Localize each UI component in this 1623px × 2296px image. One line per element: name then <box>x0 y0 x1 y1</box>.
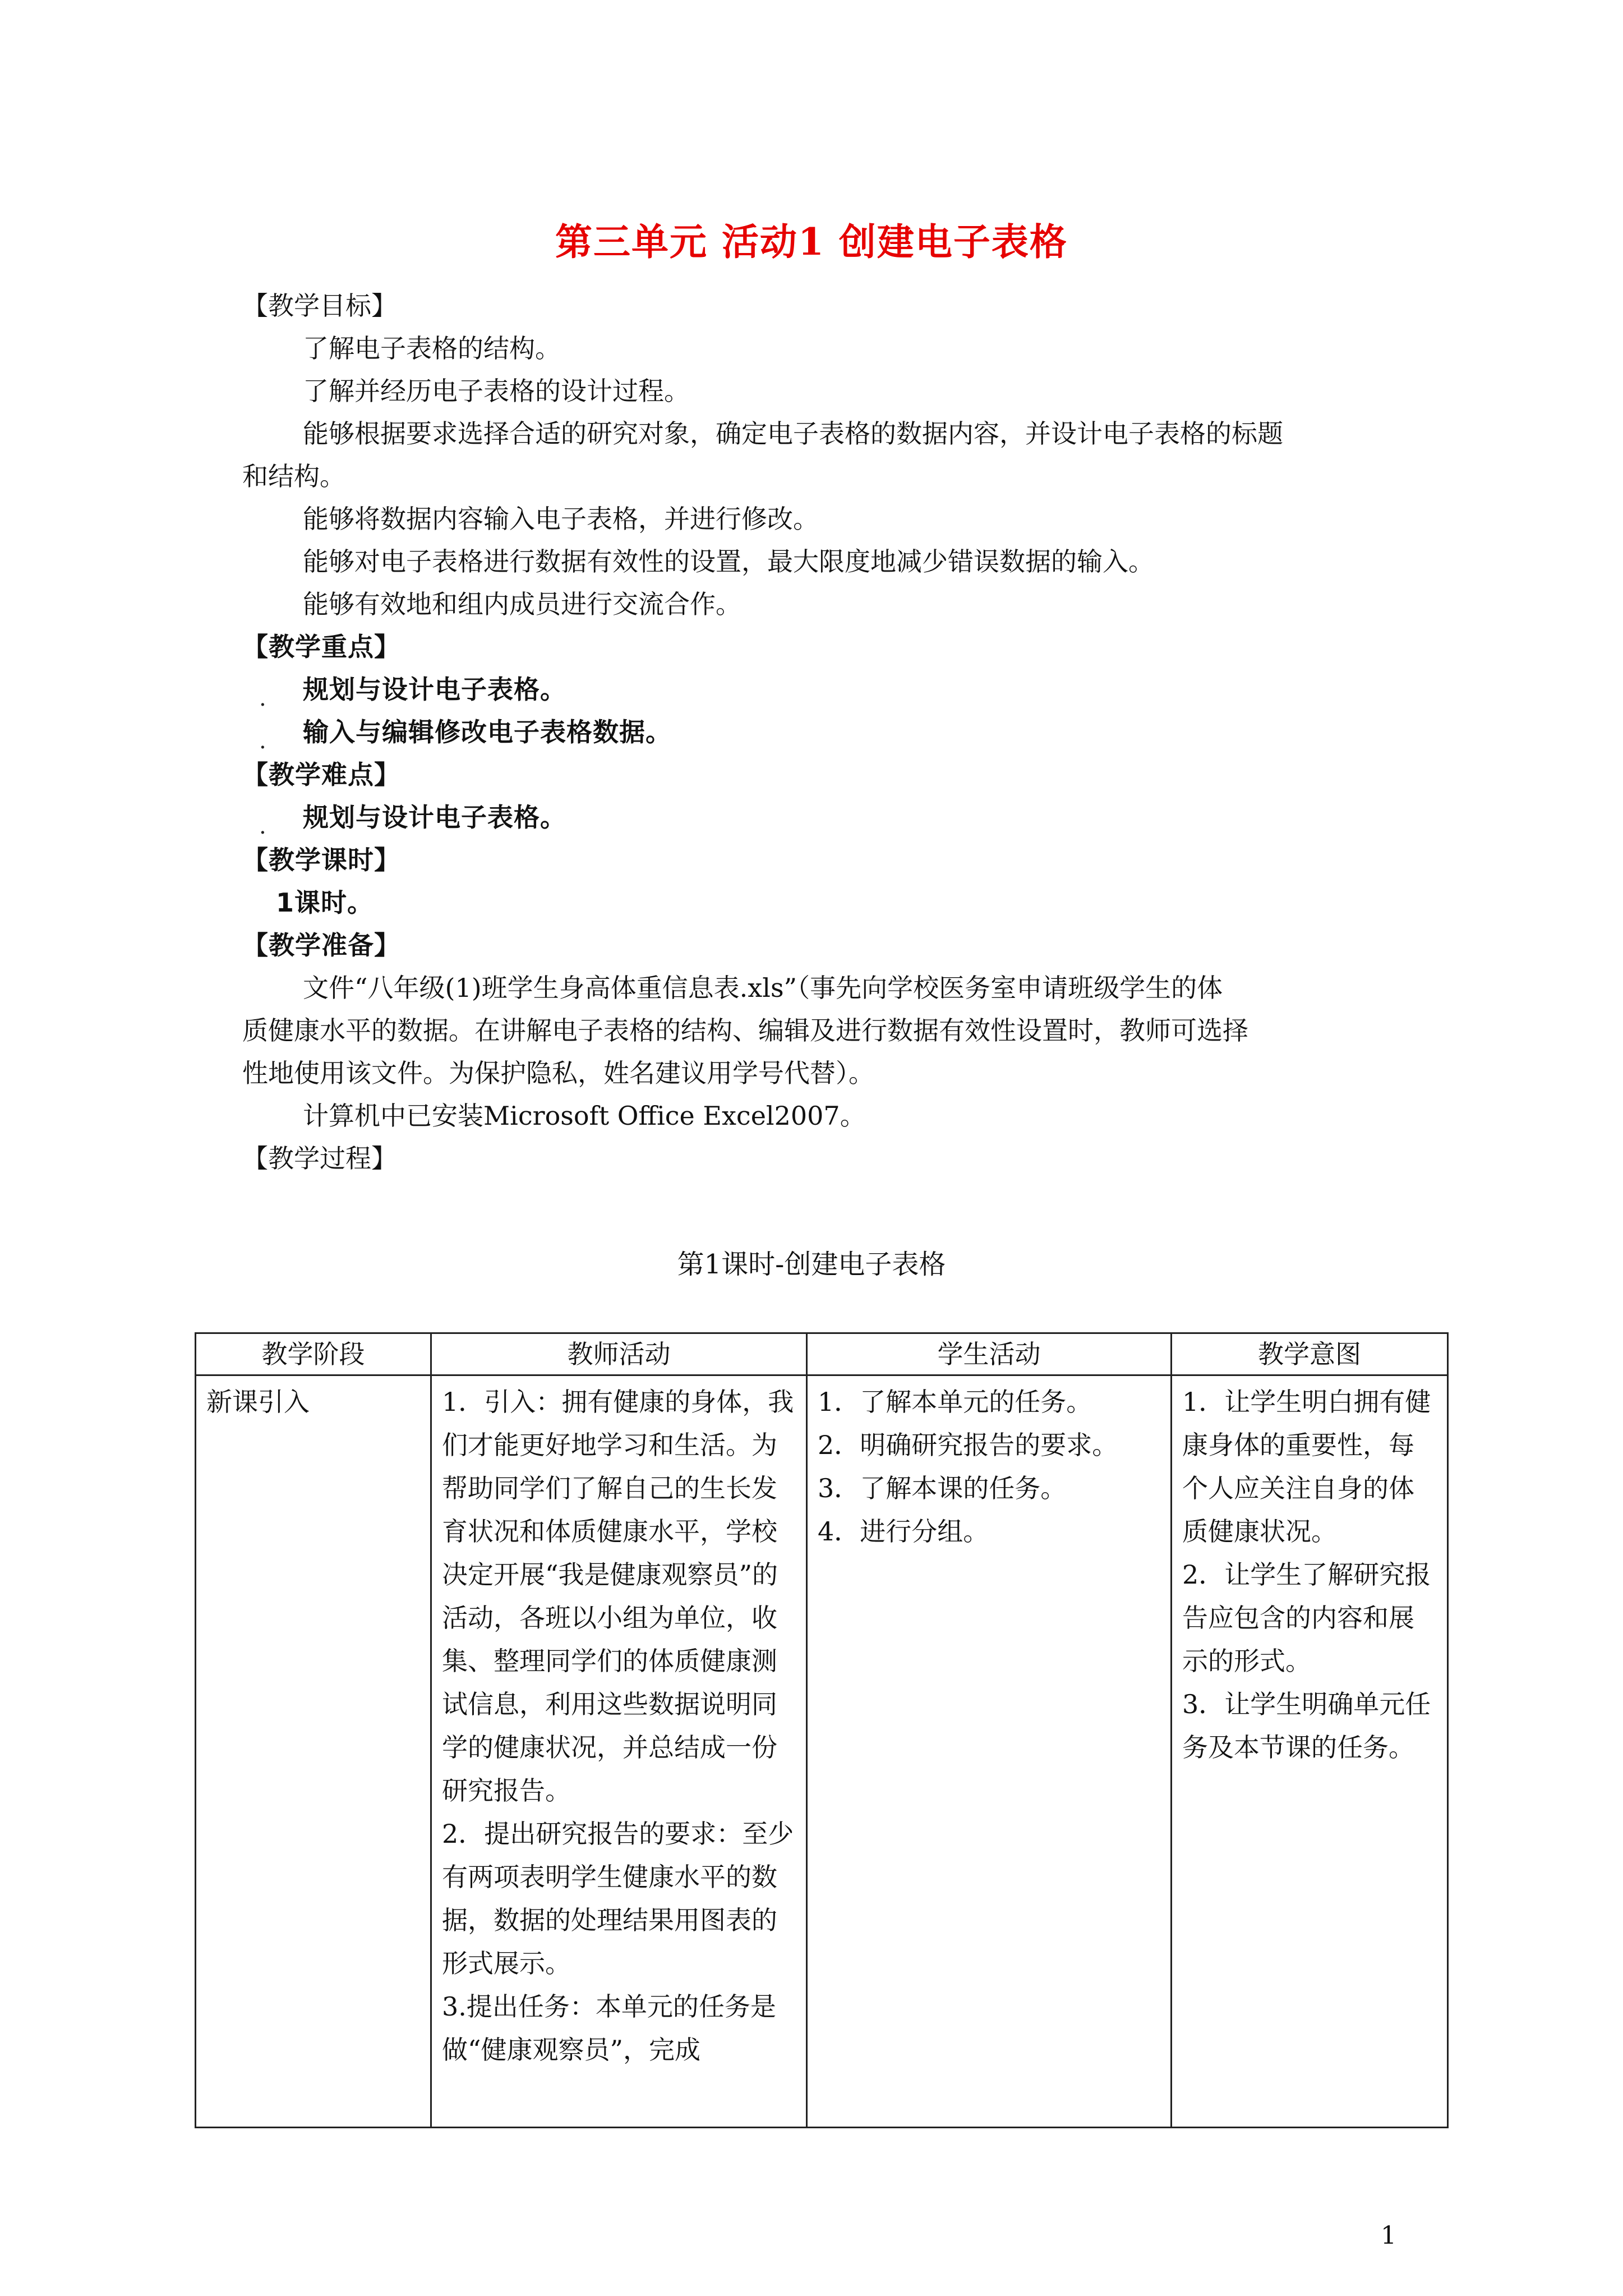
bullet-dot: . <box>259 685 266 711</box>
page-number: 1 <box>1381 2221 1396 2250</box>
cell-intent <box>1172 1375 1448 2128</box>
preparation-line: 质健康水平的数据。在讲解电子表格的结构、编辑及进行数据有效性设置时，教师可选择 <box>242 1015 1248 1046</box>
teacher-activity-item: 2．提出研究报告的要求：至少有两项表明学生健康水平的数据，数据的处理结果用图表的形式展示。 <box>442 1819 794 1978</box>
intent-item: 2．让学生了解研究报告应包含的内容和展示的形式。 <box>1182 1559 1431 1676</box>
key-points-heading: 【教学重点】 <box>242 632 400 662</box>
preparation-line: 性地使用该文件。为保护隐私，姓名建议用学号代替）。 <box>242 1058 874 1088</box>
hours-heading: 【教学课时】 <box>242 845 400 875</box>
objective-item: 能够根据要求选择合适的研究对象，确定电子表格的数据内容，并设计电子表格的标题 <box>303 418 1283 449</box>
header-stage: 教学阶段 <box>196 1333 431 1375</box>
teacher-activity-item: 1．引入：拥有健康的身体，我们才能更好地学习和生活。为帮助同学们了解自己的生长发育状况和体质健康水平，学校决定开展“我是健康观察员”的活动，各班以小组为单位，收集、整理同学们的体质健康测试信息，利用这些数据说明同学的健康状况，并总结成一份研究报告。 <box>442 1387 794 1806</box>
preparation-line: 计算机中已安装Microsoft Office Excel2007。 <box>303 1101 866 1131</box>
bullet-dot: . <box>259 728 266 754</box>
difficulties-heading: 【教学难点】 <box>242 760 400 790</box>
intent-item: 1．让学生明白拥有健康身体的重要性，每个人应关注自身的体质健康状况。 <box>1182 1387 1431 1547</box>
key-point-item: 输入与编辑修改电子表格数据。 <box>303 717 672 747</box>
intent-item: 3．让学生明确单元任务及本节课的任务。 <box>1182 1689 1431 1763</box>
objectives-heading: 【教学目标】 <box>242 291 397 321</box>
header-teacher: 教师活动 <box>431 1333 807 1375</box>
lesson-plan-table <box>195 1332 1449 2128</box>
header-intent: 教学意图 <box>1172 1333 1448 1375</box>
student-activity-item: 1．了解本单元的任务。 <box>818 1387 1092 1417</box>
objective-item: 能够有效地和组内成员进行交流合作。 <box>303 589 741 619</box>
student-activity-item: 3．了解本课的任务。 <box>818 1473 1067 1503</box>
cell-stage <box>196 1375 431 2128</box>
table-row <box>196 1375 1448 2128</box>
hours-value: 1课时。 <box>276 887 374 918</box>
preparation-line: 文件“八年级(1)班学生身高体重信息表.xls”（事先向学校医务室申请班级学生的体 <box>303 973 1223 1003</box>
student-activity-item: 4．进行分组。 <box>818 1516 989 1547</box>
cell-teacher <box>431 1375 807 2128</box>
objective-item: 能够对电子表格进行数据有效性的设置，最大限度地减少错误数据的输入。 <box>303 546 1154 577</box>
preparation-heading: 【教学准备】 <box>242 930 400 960</box>
student-activity-item: 2．明确研究报告的要求。 <box>818 1430 1118 1460</box>
objective-item: 了解并经历电子表格的设计过程。 <box>303 376 690 406</box>
bullet-dot: . <box>259 813 266 839</box>
objective-item: 和结构。 <box>242 461 345 491</box>
table-header-row <box>196 1333 1448 1375</box>
process-heading: 【教学过程】 <box>242 1143 397 1174</box>
stage-label: 新课引入 <box>206 1387 310 1417</box>
lesson-title: 第1课时-创建电子表格 <box>677 1249 946 1280</box>
teacher-activity-item: 3.提出任务：本单元的任务是做“健康观察员”，完成 <box>442 1991 776 2065</box>
objective-item: 能够将数据内容输入电子表格，并进行修改。 <box>303 504 819 534</box>
cell-student <box>807 1375 1172 2128</box>
key-point-item: 规划与设计电子表格。 <box>303 674 566 705</box>
header-student: 学生活动 <box>807 1333 1172 1375</box>
document-title: 第三单元 活动1 创建电子表格 <box>555 220 1068 264</box>
difficulty-item: 规划与设计电子表格。 <box>303 802 566 832</box>
objective-item: 了解电子表格的结构。 <box>303 333 561 364</box>
